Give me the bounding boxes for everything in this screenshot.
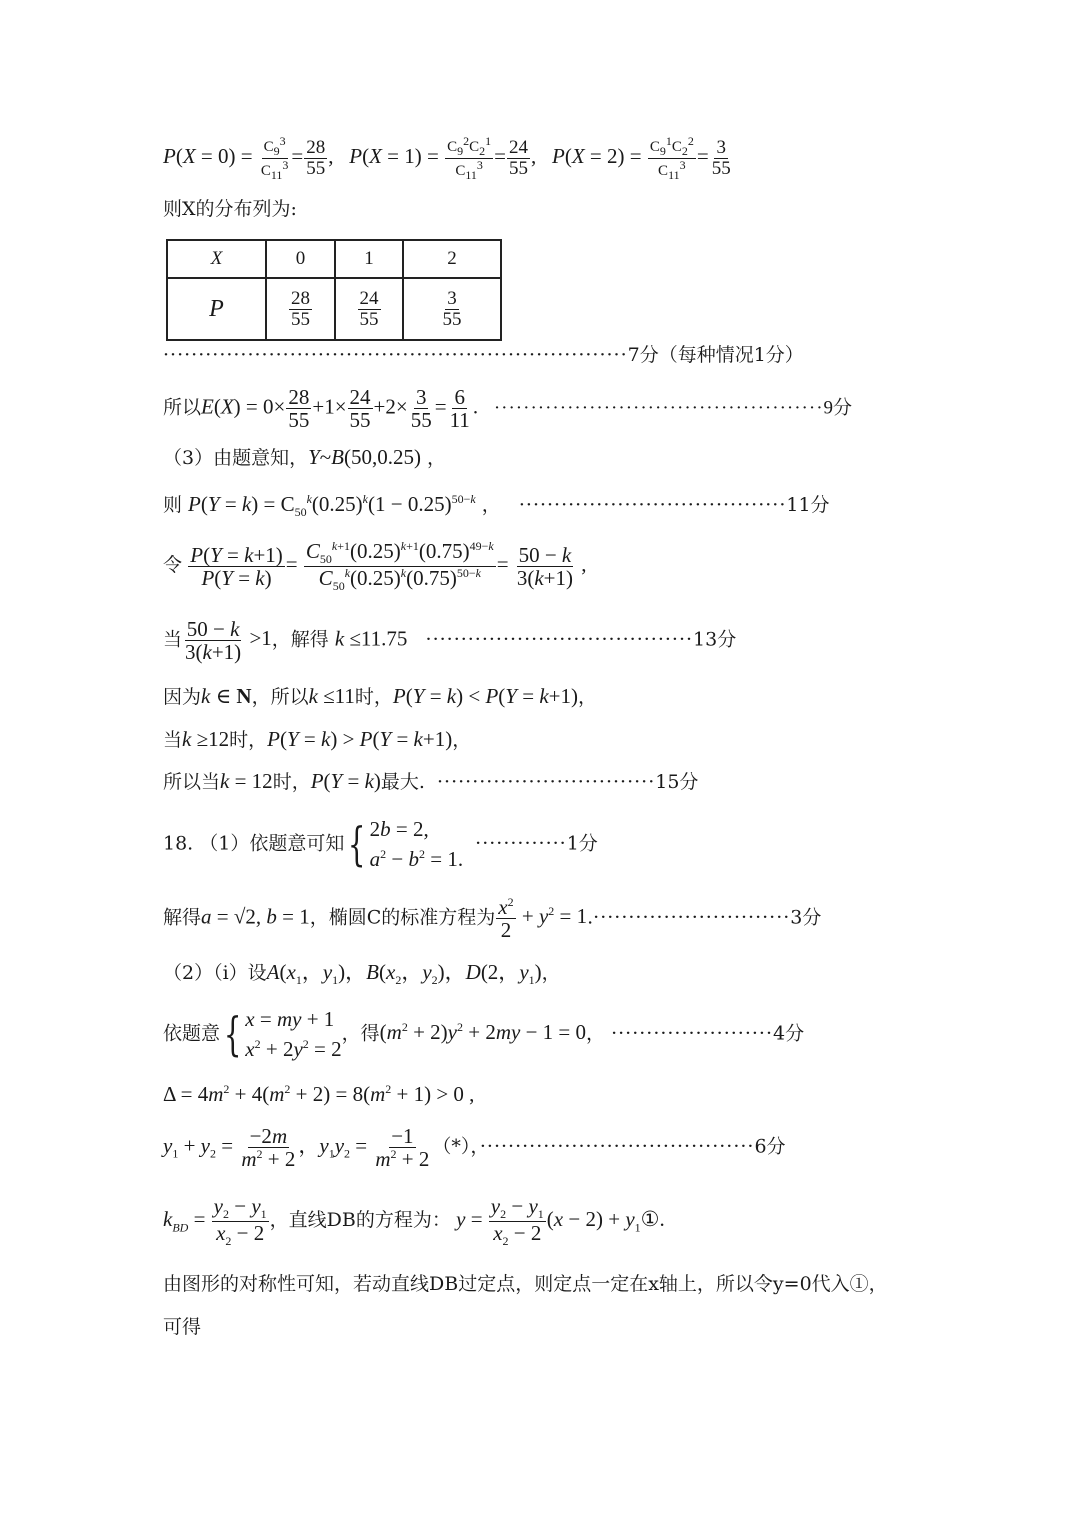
q18-line: 18. （1）依题意可知{ 2b = 2, $a^2 - b^2 = 1$. ·············1分 <box>163 817 598 872</box>
reason-line-1: 因为k ∈ N，所以k ≤11时，P(Y = k) < P(Y = k+1)， <box>163 684 597 708</box>
system-line: 依题意{ x = my + 1 $x^2 + 2y^2 = 2$ ，得$(m^2 + 2)y^2 + 2my - 1 = 0$， ·······················4分 <box>163 1007 805 1062</box>
vieta-line: $y_1 + y_2$ = $\frac{-2m}{m^2 + 2}$ ，$y_1y_2$ = $\frac{-1}{m^2 + 2}$ （*），·······································6分 <box>163 1124 786 1172</box>
pmf-line: 则 $P(Y = k) = C_{50}^k(0.25)^k(1 - 0.25)^{50-k}$ ， ······································11分 <box>163 492 830 520</box>
line-db: $k_{BD}$ = $\frac{y_2 - y_1}{x_2 - 2}$ ，直线DB的方程为： y = $\frac{y_2 - y_1}{x_2 - 2}$ $(x - 2) + y_1①$. <box>163 1194 665 1248</box>
table-cell: $\frac{28}{55}$ <box>266 278 335 340</box>
table-header-0: 0 <box>266 240 335 278</box>
conclusion-line: 所以当k = 12时，P(Y = k)最大. ·······························15分 <box>163 769 699 793</box>
probability-line: P(X = 0) = $\frac{C_9^3}{C_{11}^3}$ = $\frac{28}{55}$ , P(X = 1) = $\frac{C_9^2C_2^1}{C_{11}^3}$ = $\frac{24}{55}$ , P(X = 2) = $\frac{C_9^1C_2^2}{C_{11}^3}$ = $\frac{3}{55}$ <box>163 134 731 182</box>
distribution-table <box>166 239 502 341</box>
expectation-line: 所以E(X) = 0× $\frac{28}{55}$ +1× $\frac{24}{55}$ +2× $\frac{3}{55}$ = $\frac{6}{11}$ . ·············································9分 <box>163 385 853 433</box>
points-line: （2）（ⅰ）设$A(x_1$，$y_1$)，$B(x_2$，$y_2$)，D(2，$y_1$)， <box>163 960 561 988</box>
table-header-2: 2 <box>403 240 501 278</box>
distribution-intro: 则X的分布列为: <box>163 198 297 220</box>
table-p-label: P <box>167 278 266 340</box>
part3-line: （3）由题意知，Y~B(50,0.25) ， <box>163 445 447 469</box>
table-header-x: X <box>167 240 266 278</box>
inequality-line: 当 $\frac{50 - k}{3(k+1)}$ >1，解得 k ≤11.75 ······································13分 <box>163 617 737 665</box>
table-header-1: 1 <box>335 240 403 278</box>
discriminant-line: $\Delta = 4m^2 + 4(m^2 + 2) = 8(m^2 + 1) > 0$ , <box>163 1082 475 1106</box>
symmetry-line: 由图形的对称性可知，若动直线DB过定点，则定点一定在x轴上，所以令y=0代入①， <box>163 1273 888 1295</box>
score-line-7: ··································································7分（每种情况1分） <box>163 344 804 366</box>
obtain-line: 可得 <box>163 1316 202 1338</box>
ratio-line: 令 $\frac{P(Y = k+1)}{P(Y = k)}$ = $\frac{C_{50}^{k+1}(0.25)^{k+1}(0.75)^{49-k}}{C_{50}^k(0.25)^k(0.75)^{50-k}}$ = $\frac{50 - k}{3(k+1)}$ , <box>163 539 587 593</box>
ellipse-line: 解得a = √2, b = 1，椭圆C的标准方程为 $\frac{x^2}{2}$ + $y^2 = 1.\cdot\cdot\cdot\cdot\cdot\cdot\cdot\cdot\cdot\cdot\cdot\cdot\cdot\cdot\cdot\cdot\cdot\cdot\cdot\cdot\cdot\cdot\cdot\cdot\cdot\cdot\cdot\cdot 3$分 <box>163 895 822 943</box>
table-cell: $\frac{3}{55}$ <box>403 278 501 340</box>
table-cell: $\frac{24}{55}$ <box>335 278 403 340</box>
reason-line-2: 当k ≥12时，P(Y = k) > P(Y = k+1)， <box>163 727 472 751</box>
